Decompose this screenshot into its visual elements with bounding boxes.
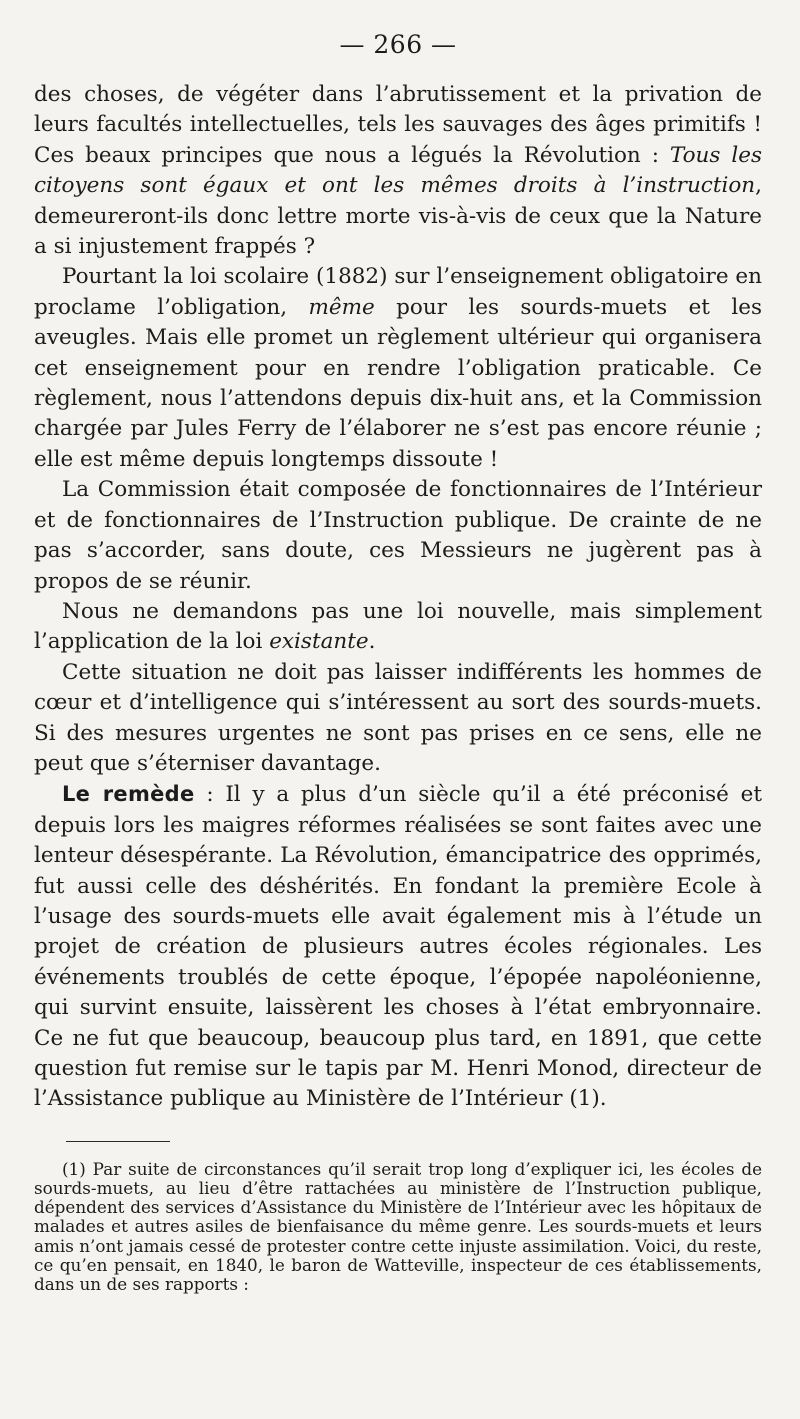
paragraph-6-text: : Il y a plus d’un siècle qu’il a été préconisé et depuis lors les maigres réformes réalisées se sont faites avec une lenteur désespérante. La Révolution, émancipatrice des opprimés, fut aussi celle des déshérités. En fondant la première Ecole à l’usage des sourds-muets elle avait également mis à l’étude un projet de création de plusieurs autres écoles régionales. Les événements troublés de cette époque, l’épopée napoléonienne, qui survint ensuite, laissèrent les choses à l’état embryonnaire. Ce ne fut que beaucoup, beaucoup plus tard, en 1891, que cette question fut remise sur le tapis par M. Henri Monod, directeur de l’Assistance publique au Ministère de l’Intérieur (1). xyxy=(34,782,762,1112)
paragraph-4-italic: existante xyxy=(269,629,369,655)
paragraph-2-text: Pourtant la loi scolaire (1882) sur l’enseignement obligatoire en proclame l’obligation, xyxy=(34,264,762,320)
paragraph-2 xyxy=(34,262,762,475)
paragraph-1-text: des choses, de végéter dans l’abrutissement et la privation de leurs facultés intellectuelles, tels les sauvages des âges primitifs ! Ces beaux principes que nous a légués la Révolution : xyxy=(34,82,762,168)
section-heading-remede: Le remède xyxy=(62,782,195,807)
paragraph-6 xyxy=(34,779,762,1114)
paragraph-4-tail: . xyxy=(368,629,376,655)
paragraph-1-tail: , demeureront-ils donc lettre morte vis-à-vis de ceux que la Nature a si injustement frappés ? xyxy=(34,173,762,260)
paragraph-2-italic: même xyxy=(308,294,375,320)
paragraph-4-text: Nous ne demandons pas une loi nouvelle, mais simplement l’application de la loi xyxy=(34,598,762,655)
footnote: (1) Par suite de circonstances qu’il serait trop long d’expliquer ici, les écoles de sourds-muets, au lieu d’être rattachées au ministère de l’Instruction publique, dépendent des services d’Assistance du Ministère de l’Intérieur avec les hôpitaux de malades et autres asiles de bienfaisance du même genre. Les sourds-muets et leurs amis n’ont jamais cessé de protester contre cette injuste assimilation. Voici, du reste, ce qu’en pensait, en 1840, le baron de Watteville, inspecteur de ces établissements, dans un de ses rapports : xyxy=(34,1158,762,1295)
paragraph-3-text: La Commission était composée de fonctionnaires de l’Intérieur et de fonctionnaires de l’Instruction publique. De crainte de ne pas s’accorder, sans doute, ces Messieurs ne jugèrent pas à propos de se réunir. xyxy=(34,477,762,594)
paragraph-1-italic: Tous les citoyens sont égaux et ont les mêmes droits à l’instruction xyxy=(34,142,762,199)
footnote-divider xyxy=(66,1141,170,1142)
page-number: — 266 — xyxy=(339,30,457,59)
paragraph-5 xyxy=(34,658,762,780)
paragraph-4 xyxy=(34,597,762,658)
paragraph-3 xyxy=(34,475,762,597)
paragraph-2-tail: pour les sourds-muets et les aveugles. Mais elle promet un règlement ultérieur qui organisera cet enseignement pour en rendre l’obligation praticable. Ce règlement, nous l’attendons depuis dix-huit ans, et la Commission chargée par Jules Ferry de l’élaborer ne s’est pas encore réunie ; elle est même depuis longtemps dissoute ! xyxy=(34,294,762,472)
body-text xyxy=(34,80,762,1115)
paragraph-1 xyxy=(34,80,762,262)
paragraph-5-text: Cette situation ne doit pas laisser indifférents les hommes de cœur et d’intelligence qui s’intéressent au sort des sourds-muets. Si des mesures urgentes ne sont pas prises en ce sens, elle ne peut que s’éterniser davantage. xyxy=(34,659,762,776)
